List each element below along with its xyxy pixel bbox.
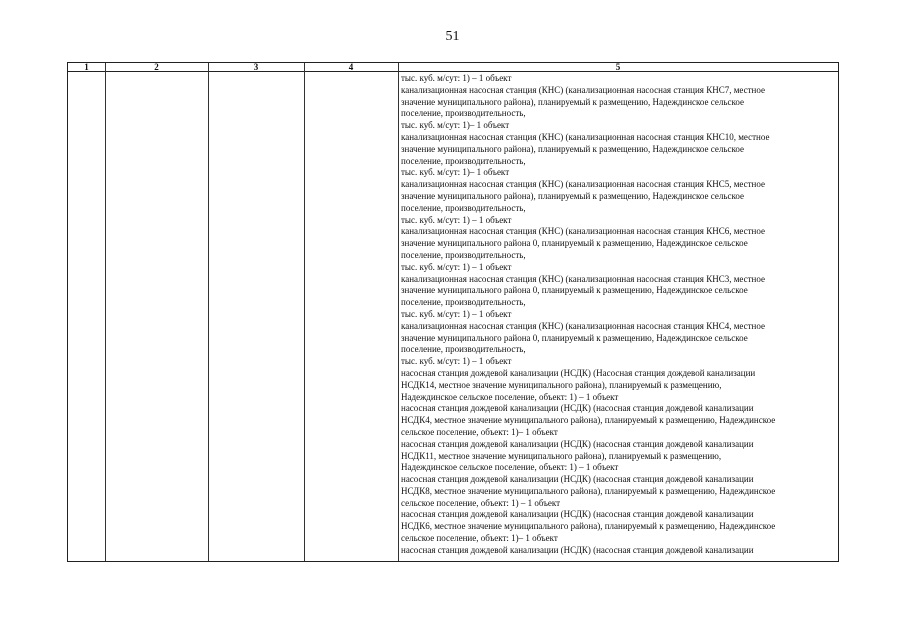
column-header-1: 1 [84,62,89,72]
column-header-4: 4 [348,62,354,72]
list-item [401,321,837,368]
column-divider [208,63,209,561]
entry-line: канализационная насосная станция (КНС) (канализационная насосная станция КНС10, местное [401,131,770,142]
entry-line: тыс. куб. м/сут: 1) – 1 объект [401,308,512,319]
entry-line: поселение, производительность, [401,155,526,166]
entry-line: значение муниципального района), планируемый к размещению, Надеждинское сельское [401,190,744,201]
entry-line: значение муниципального района 0, планируемый к размещению, Надеждинское сельское [401,332,748,343]
entry-line: НСДК11, местное значение муниципального района), планируемый к размещению, [401,450,722,461]
entry-line: сельское поселение, объект: 1)– 1 объект [401,533,558,544]
column-header-3: 3 [253,62,259,72]
list-item [401,226,837,273]
list-item [401,509,837,544]
entry-line: канализационная насосная станция (КНС) (канализационная насосная станция КНС3, местное [401,273,765,284]
entry-line: тыс. куб. м/сут: 1)– 1 объект [401,167,510,178]
column-divider [398,63,399,561]
column-5-content [401,73,837,563]
entry-line: значение муниципального района), планируемый к размещению, Надеждинское сельское [401,143,744,154]
entry-line: поселение, производительность, [401,249,526,260]
list-item [401,439,837,474]
entry-line: поселение, производительность, [401,344,526,355]
entry-line: тыс. куб. м/сут: 1) – 1 объект [401,73,512,83]
entry-line: тыс. куб. м/сут: 1) – 1 объект [401,356,512,367]
entry-line: значение муниципального района 0, планируемый к размещению, Надеждинское сельское [401,285,748,296]
entry-line: тыс. куб. м/сут: 1)– 1 объект [401,120,510,131]
table-header-row [68,63,838,72]
entry-line: значение муниципального района), планируемый к размещению, Надеждинское сельское [401,96,744,107]
list-item [401,274,837,321]
entry-line: канализационная насосная станция (КНС) (канализационная насосная станция КНС4, местное [401,320,765,331]
entry-line: Надеждинское сельское поселение, объект: 1) – 1 объект [401,462,619,473]
entry-line: Надеждинское сельское поселение, объект: 1) – 1 объект [401,391,619,402]
entry-line: поселение, производительность, [401,297,526,308]
entry-line: значение муниципального района 0, планируемый к размещению, Надеждинское сельское [401,238,748,249]
page-number: 51 [445,29,460,44]
list-item [401,368,837,403]
entry-line: НСДК14, местное значение муниципального района), планируемый к размещению, [401,379,722,390]
entry-line: канализационная насосная станция (КНС) (канализационная насосная станция КНС5, местное [401,179,765,190]
column-header-2: 2 [154,62,159,72]
list-item [401,85,837,132]
entry-line: насосная станция дождевой канализации (НСДК) (насосная станция дождевой канализации [401,544,754,555]
entry-line: тыс. куб. м/сут: 1) – 1 объект [401,261,512,272]
column-header-5: 5 [615,62,621,72]
entry-line: сельское поселение, объект: 1)– 1 объект [401,426,558,437]
list-item [401,545,837,557]
entry-line: насосная станция дождевой канализации (НСДК) (насосная станция дождевой канализации [401,474,754,485]
list-item [401,474,837,509]
entry-line: сельское поселение, объект: 1) – 1 объект [401,497,561,508]
entry-line: насосная станция дождевой канализации (НСДК) (Насосная станция дождевой канализации [401,367,756,378]
entry-line: НСДК4, местное значение муниципального района), планируемый к размещению, Надеждинское [401,415,776,426]
entry-line: НСДК8, местное значение муниципального района), планируемый к размещению, Надеждинское [401,485,776,496]
entry-line: канализационная насосная станция (КНС) (канализационная насосная станция КНС7, местное [401,84,765,95]
entry-line: поселение, производительность, [401,202,526,213]
entry-line: поселение, производительность, [401,108,526,119]
list-item [401,73,837,85]
entry-line: НСДК6, местное значение муниципального района), планируемый к размещению, Надеждинское [401,521,776,532]
entry-line: канализационная насосная станция (КНС) (канализационная насосная станция КНС6, местное [401,226,765,237]
entry-line: насосная станция дождевой канализации (НСДК) (насосная станция дождевой канализации [401,509,754,520]
list-item [401,132,837,179]
column-divider [304,63,305,561]
entry-line: насосная станция дождевой канализации (НСДК) (насосная станция дождевой канализации [401,403,754,414]
entry-line: насосная станция дождевой канализации (НСДК) (насосная станция дождевой канализации [401,438,754,449]
list-item [401,179,837,226]
register-table [67,62,839,562]
entry-line: тыс. куб. м/сут: 1) – 1 объект [401,214,512,225]
column-divider [105,63,106,561]
list-item [401,403,837,438]
